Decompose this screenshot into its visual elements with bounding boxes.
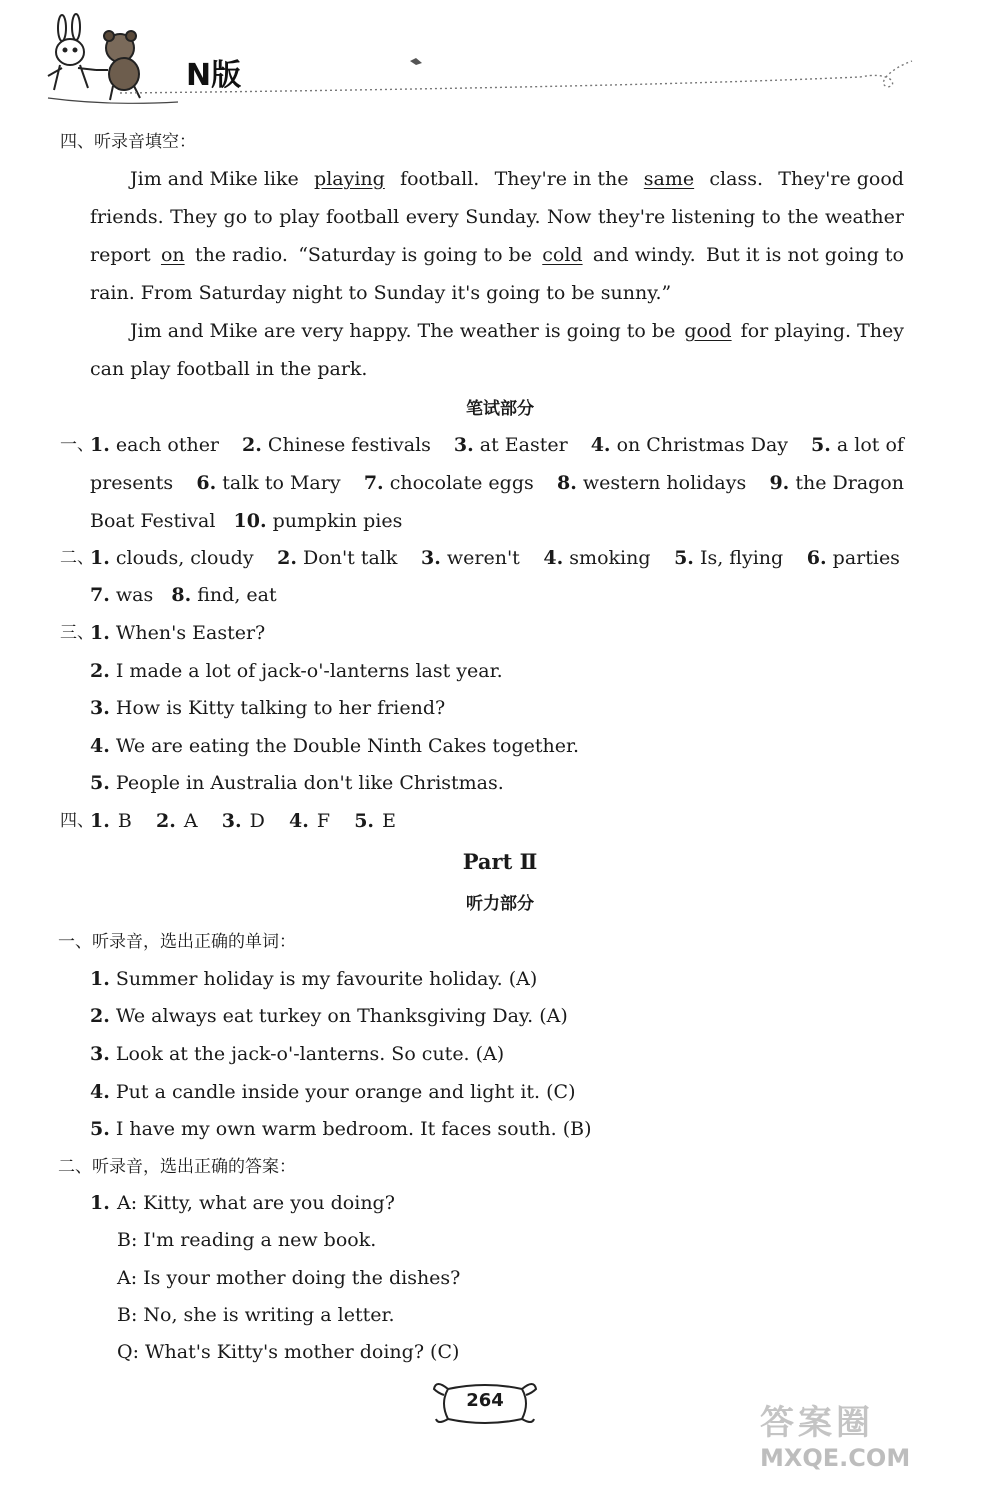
answer-item: 2. Don't talk xyxy=(277,547,398,569)
section-heading-choose-answer: 二、听录音，选出正确的答案： xyxy=(58,1157,296,1177)
list-item: 2. I made a lot of jack-o'-lanterns last year. xyxy=(90,660,503,682)
watermark xyxy=(760,1395,960,1475)
paragraph2-line2: can play football in the park. xyxy=(90,358,368,380)
list-item: 5. People in Australia don't like Christmas. xyxy=(90,772,504,794)
section1-line3: Boat Festival 10. pumpkin pies xyxy=(90,510,403,532)
dialogue-line: A: Is your mother doing the dishes? xyxy=(117,1267,461,1289)
page-header xyxy=(0,0,1000,110)
page-number: 264 xyxy=(466,1390,504,1411)
answer-item: 6. talk to Mary xyxy=(196,472,341,494)
answer-item: 7. chocolate eggs xyxy=(363,472,534,494)
written-part-title: 笔试部分 xyxy=(466,399,534,419)
dialogue-line: B: I'm reading a new book. xyxy=(117,1229,377,1251)
section-prefix: 三、 xyxy=(60,623,94,643)
section-heading-listening-fill: 四、听录音填空： xyxy=(60,132,196,152)
butterfly-icon xyxy=(410,58,422,65)
answer-blank: playing xyxy=(314,168,385,190)
dotted-flourish-line xyxy=(120,55,950,95)
paragraph2-line1: Jim and Mike are very happy. The weather is going to be good for playing. They xyxy=(130,320,904,342)
answer-blank: same xyxy=(643,168,695,190)
list-item: 4. Put a candle inside your orange and light it. (C) xyxy=(90,1081,576,1103)
answer-item: 9. the Dragon xyxy=(769,472,904,494)
list-item: 4. We are eating the Double Ninth Cakes together. xyxy=(90,735,580,757)
page-number-badge xyxy=(430,1375,540,1430)
dialogue-line: A: Kitty, what are you doing? xyxy=(117,1192,395,1214)
answer-item: 5. Is, flying xyxy=(674,547,784,569)
list-item: 3. How is Kitty talking to her friend? xyxy=(90,697,446,719)
answer-item: 2. Chinese festivals xyxy=(242,434,431,456)
answer-item: 8. western holidays xyxy=(557,472,747,494)
list-item: 5. I have my own warm bedroom. It faces south. (B) xyxy=(90,1118,592,1140)
dialogue-line: B: No, she is writing a letter. xyxy=(117,1304,395,1326)
edition-title: N版 xyxy=(186,58,242,93)
section1-line1 xyxy=(90,433,904,457)
answer-item: 4. on Christmas Day xyxy=(590,434,789,456)
answer-blank: good xyxy=(684,320,732,342)
listening-part-title: 听力部分 xyxy=(466,894,534,914)
paragraph1-line4: rain. From Saturday night to Sunday it's going to be sunny.” xyxy=(90,282,672,304)
answer-item: 5. a lot of xyxy=(811,434,904,456)
paragraph1-line2: friends. They go to play football every Sunday. Now they're listening to the weather xyxy=(90,206,904,228)
section4-answers: 1. B 2. A 3. D 4. F 5. E xyxy=(90,810,396,832)
answer-item: 1. clouds, cloudy xyxy=(90,547,254,569)
answer-item: pumpkin pies xyxy=(272,510,403,532)
section-heading-choose-word: 一、听录音，选出正确的单词： xyxy=(58,932,296,952)
part-title: Part Ⅱ xyxy=(462,849,538,874)
answer-blank: on xyxy=(160,244,185,266)
answer-item: 1. each other xyxy=(90,434,220,456)
watermark-title: 答案圈 xyxy=(760,1403,874,1443)
dialogue-number: 1. xyxy=(90,1192,110,1214)
answer-item: 3. weren't xyxy=(421,547,520,569)
section-prefix: 二、 xyxy=(60,548,94,568)
answer-item: 3. at Easter xyxy=(453,434,568,456)
section2-line1 xyxy=(90,546,900,570)
answer-item: 4. smoking xyxy=(543,547,651,569)
list-item: 2. We always eat turkey on Thanksgiving Day. (A) xyxy=(90,1005,568,1027)
section-prefix: 一、 xyxy=(60,435,94,455)
answer-item: presents xyxy=(90,472,174,494)
section1-line2 xyxy=(90,471,904,495)
list-item: 3. Look at the jack-o'-lanterns. So cute. (A) xyxy=(90,1043,505,1065)
dialogue-line: Q: What's Kitty's mother doing? (C) xyxy=(117,1341,460,1363)
watermark-url: MXQE.COM xyxy=(760,1444,911,1472)
paragraph1-line1: Jim and Mike like playing football. They're in the same class. They're good xyxy=(130,168,904,190)
list-item: 1. Summer holiday is my favourite holiday. (A) xyxy=(90,968,538,990)
list-item: 1. When's Easter? xyxy=(90,622,266,644)
section-prefix: 四、 xyxy=(60,811,94,831)
section2-line2: 7. was 8. find, eat xyxy=(90,584,277,606)
answer-blank: cold xyxy=(542,244,583,266)
answer-item: Boat Festival xyxy=(90,510,216,532)
answer-item: 6. parties xyxy=(806,547,900,569)
paragraph1-line3: report on the radio. “Saturday is going to be cold and windy. But it is not going to xyxy=(90,244,904,266)
